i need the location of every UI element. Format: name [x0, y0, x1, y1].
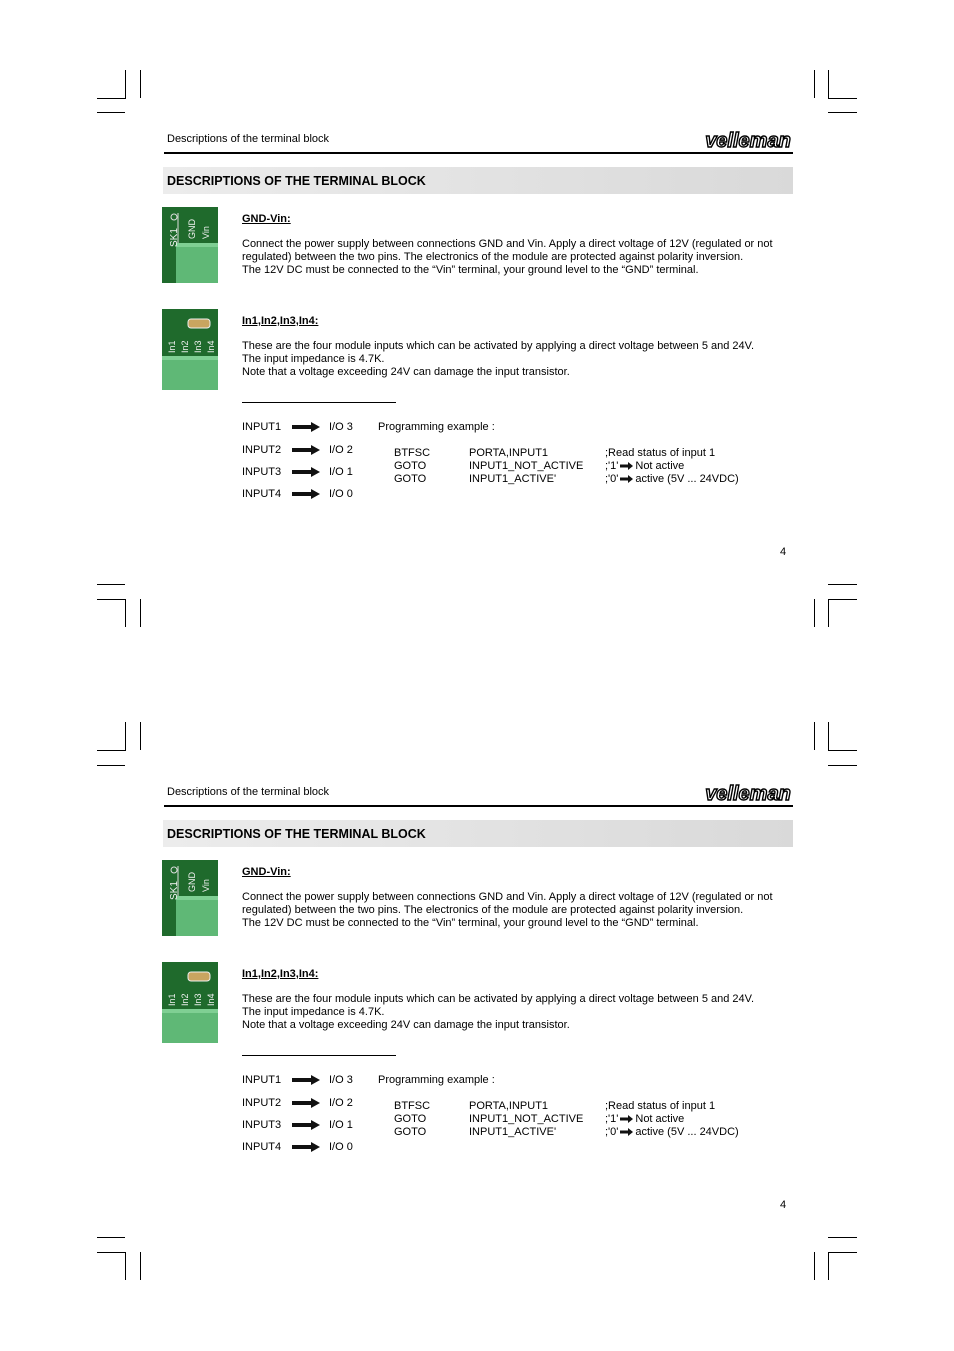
input-label: INPUT1 [242, 421, 282, 433]
code-comment [605, 447, 715, 459]
photo-label: SK1 [169, 228, 180, 247]
separator-rule [242, 402, 396, 403]
photo-label: In4 [206, 340, 216, 353]
right-arrow-icon [292, 1120, 320, 1130]
section-banner [163, 167, 793, 194]
crop-mark [125, 599, 126, 627]
inputs-terminal-photo [162, 309, 218, 390]
crop-mark [828, 599, 829, 627]
crop-mark [97, 1252, 126, 1253]
crop-mark [97, 599, 126, 600]
crop-mark [828, 599, 857, 600]
document-page [0, 653, 954, 1213]
text-line: The input impedance is 4.7K. [242, 1006, 385, 1018]
comment-text: Not active [635, 1113, 685, 1125]
header-text: Descriptions of the terminal block [167, 786, 330, 798]
io-label: I/O 2 [329, 444, 353, 456]
text-line: Note that a voltage exceeding 24V can damage the input transistor. [242, 366, 570, 378]
code-arg: PORTA,INPUT1 [469, 447, 549, 459]
crop-mark [97, 584, 125, 585]
photo-label: Vin [201, 879, 211, 892]
text-line: regulated) between the two pins. The electronics of the module are protected against polarity inversion. [242, 904, 744, 916]
code-arg: PORTA,INPUT1 [469, 1100, 549, 1112]
separator-rule [242, 1055, 396, 1056]
gnd-vin-terminal-photo [162, 860, 218, 936]
right-arrow-icon [620, 475, 633, 483]
text-line: The input impedance is 4.7K. [242, 353, 385, 365]
crop-mark [140, 599, 141, 627]
text-line: regulated) between the two pins. The electronics of the module are protected against polarity inversion. [242, 251, 744, 263]
comment-text: ;'1' [605, 460, 619, 472]
header-rule [164, 152, 793, 154]
photo-label: SK1 [169, 881, 180, 900]
io-label: I/O 3 [329, 1074, 353, 1086]
crop-mark [814, 1252, 815, 1280]
photo-label: GND [187, 872, 197, 892]
section-title-inputs: In1,In2,In3,In4: [242, 968, 319, 980]
code-op: GOTO [394, 473, 427, 485]
velleman-logo [702, 782, 794, 804]
paragraph-gnd-vin [242, 238, 802, 277]
io-label: I/O 0 [329, 1141, 353, 1153]
paragraph-inputs [242, 340, 802, 379]
crop-mark [828, 1237, 857, 1238]
logo-text: velleman [705, 783, 791, 804]
input-label: INPUT4 [242, 488, 282, 500]
right-arrow-icon [292, 422, 320, 432]
crop-mark [125, 1252, 126, 1280]
photo-label: GND [187, 219, 197, 239]
text-line: These are the four module inputs which can be activated by applying a direct voltage between 5 and 24V. [242, 340, 755, 352]
photo-label: In1 [167, 340, 177, 353]
input-label: INPUT2 [242, 444, 282, 456]
right-arrow-icon [620, 462, 633, 470]
comment-text: active (5V ... 24VDC) [635, 473, 739, 485]
right-arrow-icon [292, 467, 320, 477]
section-title-gnd-vin: GND-Vin: [242, 213, 291, 225]
section-banner [163, 820, 793, 847]
paragraph-inputs [242, 993, 802, 1032]
code-comment [605, 1126, 739, 1138]
code-op: BTFSC [394, 447, 431, 459]
code-comment [605, 1100, 715, 1112]
header-rule [164, 805, 793, 807]
right-arrow-icon [292, 445, 320, 455]
io-label: I/O 3 [329, 421, 353, 433]
photo-label: Vin [201, 226, 211, 239]
crop-mark [814, 599, 815, 627]
code-arg: INPUT1_ACTIVE' [469, 473, 557, 485]
banner-title: DESCRIPTIONS OF THE TERMINAL BLOCK [167, 827, 426, 841]
right-arrow-icon [292, 1098, 320, 1108]
comment-text: Not active [635, 460, 685, 472]
code-op: GOTO [394, 1113, 427, 1125]
programming-title: Programming example : [378, 1074, 495, 1086]
code-comment [605, 473, 739, 485]
crop-mark [828, 1252, 829, 1280]
text-line: Connect the power supply between connections GND and Vin. Apply a direct voltage of 12V (regulated or not [242, 238, 773, 250]
photo-label: In3 [193, 340, 203, 353]
comment-text: ;Read status of input 1 [605, 1100, 716, 1112]
header-text: Descriptions of the terminal block [167, 133, 330, 145]
photo-label: In3 [193, 993, 203, 1006]
code-op: GOTO [394, 1126, 427, 1138]
photo-label: In1 [167, 993, 177, 1006]
text-line: The 12V DC must be connected to the “Vin” terminal, your ground level to the “GND” terminal. [242, 917, 699, 929]
right-arrow-icon [292, 1075, 320, 1085]
io-label: I/O 1 [329, 466, 353, 478]
photo-label: In2 [180, 340, 190, 353]
comment-text: active (5V ... 24VDC) [635, 1126, 739, 1138]
crop-mark [828, 1252, 857, 1253]
text-line: Note that a voltage exceeding 24V can damage the input transistor. [242, 1019, 570, 1031]
text-line: Connect the power supply between connections GND and Vin. Apply a direct voltage of 12V (regulated or not [242, 891, 773, 903]
gnd-vin-terminal-photo [162, 207, 218, 283]
comment-text: ;'0' [605, 473, 619, 485]
code-op: GOTO [394, 460, 427, 472]
photo-label: In2 [180, 993, 190, 1006]
code-arg: INPUT1_NOT_ACTIVE [469, 1113, 584, 1125]
code-op: BTFSC [394, 1100, 431, 1112]
banner-title: DESCRIPTIONS OF THE TERMINAL BLOCK [167, 174, 426, 188]
comment-text: ;Read status of input 1 [605, 447, 716, 459]
text-line: These are the four module inputs which can be activated by applying a direct voltage between 5 and 24V. [242, 993, 755, 1005]
right-arrow-icon [620, 1115, 633, 1123]
crop-mark [140, 1252, 141, 1280]
velleman-logo [702, 129, 794, 151]
crop-mark [97, 1237, 125, 1238]
code-arg: INPUT1_NOT_ACTIVE [469, 460, 584, 472]
input-label: INPUT3 [242, 466, 282, 478]
input-label: INPUT3 [242, 1119, 282, 1131]
inputs-terminal-photo [162, 962, 218, 1043]
input-label: INPUT1 [242, 1074, 282, 1086]
photo-label: In4 [206, 993, 216, 1006]
section-title-gnd-vin: GND-Vin: [242, 866, 291, 878]
logo-text: velleman [705, 130, 791, 151]
io-label: I/O 1 [329, 1119, 353, 1131]
code-arg: INPUT1_ACTIVE' [469, 1126, 557, 1138]
programming-title: Programming example : [378, 421, 495, 433]
right-arrow-icon [292, 1142, 320, 1152]
document-page [0, 0, 954, 560]
section-title-inputs: In1,In2,In3,In4: [242, 315, 319, 327]
io-label: I/O 0 [329, 488, 353, 500]
comment-text: ;'0' [605, 1126, 619, 1138]
crop-mark [828, 584, 857, 585]
right-arrow-icon [292, 489, 320, 499]
input-label: INPUT4 [242, 1141, 282, 1153]
input-label: INPUT2 [242, 1097, 282, 1109]
page-number: 4 [780, 1199, 787, 1211]
io-label: I/O 2 [329, 1097, 353, 1109]
page-number: 4 [780, 546, 787, 558]
comment-text: ;'1' [605, 1113, 619, 1125]
text-line: The 12V DC must be connected to the “Vin” terminal, your ground level to the “GND” terminal. [242, 264, 699, 276]
paragraph-gnd-vin [242, 891, 802, 930]
code-comment [605, 1113, 684, 1125]
code-comment [605, 460, 684, 472]
right-arrow-icon [620, 1128, 633, 1136]
